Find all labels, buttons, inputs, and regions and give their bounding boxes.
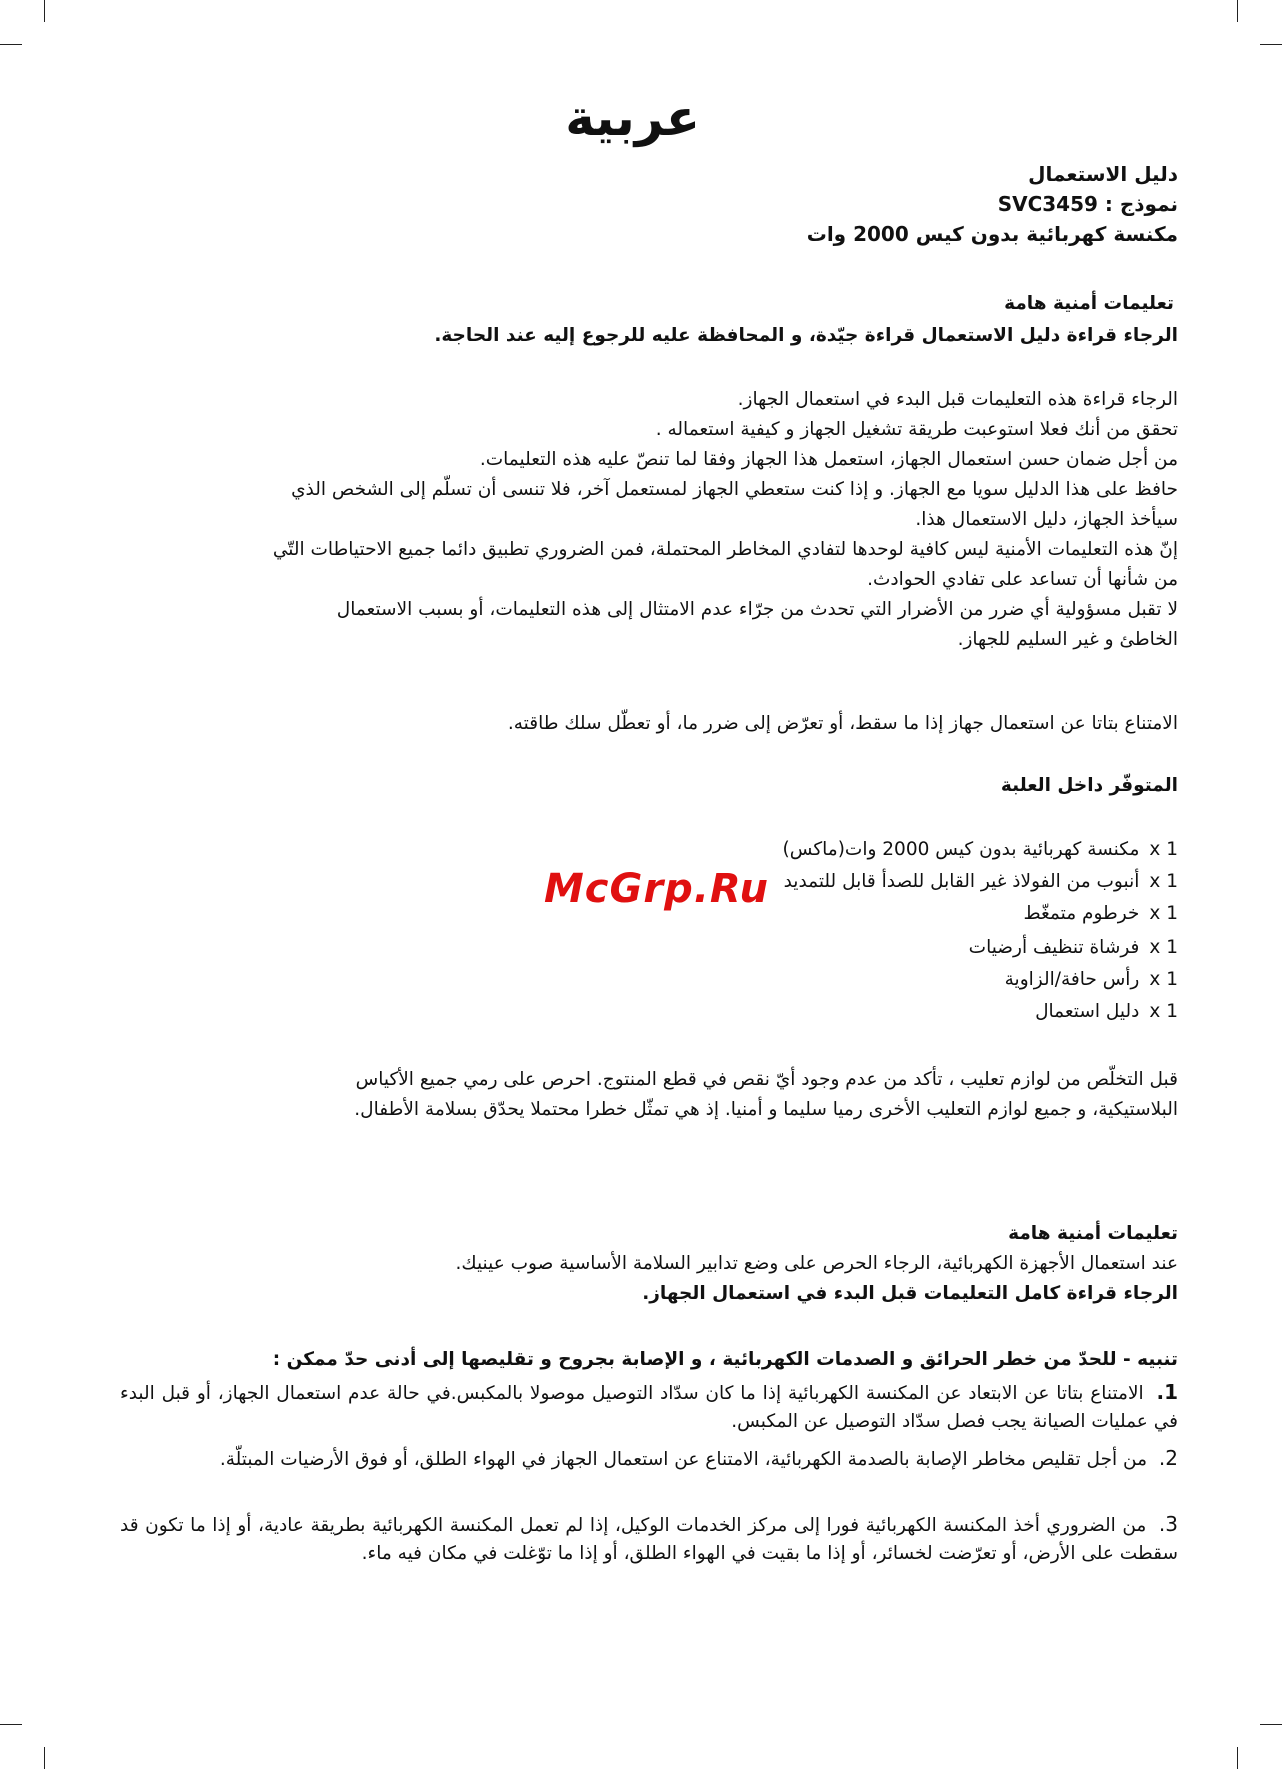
- item-label: أنبوب من الفولاذ غير القابل للصدأ قابل للتمديد: [783, 871, 1140, 892]
- list-item: [1005, 966, 1178, 994]
- item-qty: 1 x: [1149, 1001, 1178, 1022]
- intro-line: سيأخذ الجهاز، دليل الاستعمال هذا.: [915, 509, 1178, 530]
- safety2-heading: تعليمات أمنية هامة: [1008, 1223, 1178, 1244]
- box-contents-heading: المتوفّر داخل العلبة: [1000, 775, 1178, 796]
- item-label: مكنسة كهربائية بدون كيس 2000 وات(ماكس): [782, 839, 1140, 860]
- item-text: من أجل تقليص مخاطر الإصابة بالصدمة الكهربائية، الامتناع عن استعمال الجهاز في الهواء الطلق، أو فوق الأرضيات المبتلّة.: [219, 1449, 1148, 1470]
- intro-line: تحقق من أنك فعلا استوعبت طريقة تشغيل الجهاز و كيفية استعماله .: [655, 419, 1178, 440]
- intro-line: الخاطئ و غير السليم للجهاز.: [957, 629, 1178, 650]
- caution-item: [120, 1444, 1178, 1474]
- watermark: McGrp.Ru: [544, 866, 769, 912]
- list-item: [783, 836, 1178, 864]
- safety2-bold-line: الرجاء قراءة كامل التعليمات قبل البدء في استعمال الجهاز.: [642, 1283, 1178, 1304]
- item-number: 2.: [1158, 1446, 1178, 1470]
- intro-line: الرجاء قراءة هذه التعليمات قبل البدء في استعمال الجهاز.: [737, 389, 1178, 410]
- manual-label: دليل الاستعمال: [1028, 162, 1178, 186]
- product-name: مكنسة كهربائية بدون كيس 2000 وات: [806, 222, 1178, 246]
- item-number: 3.: [1158, 1512, 1178, 1536]
- item-text: من الضروري أخذ المكنسة الكهربائية فورا إلى مركز الخدمات الوكيل، إذا لم تعمل المكنسة الكهربائية بطريقة عادية، أو إذا ما تكون قد سقطت على الأرض، أو تعرّضت لخسائر، أو إذا ما بقيت في الهواء الطلق، أو إذا ما توّغلت في مكان فيه ماء.: [120, 1515, 1178, 1564]
- model-label: نموذج : SVC3459: [997, 192, 1178, 216]
- intro-line: لا تقبل مسؤولية أي ضرر من الأضرار التي تحدث من جرّاء عدم الامتثال إلى هذه التعليمات، أو بسبب الاستعمال: [336, 599, 1178, 620]
- warning-line: الامتناع بتاتا عن استعمال جهاز إذا ما سقط، أو تعرّض إلى ضرر ما، أو تعطّل سلك طاقته.: [507, 713, 1178, 734]
- packaging-line: قبل التخلّص من لوازم تعليب ، تأكد من عدم وجود أيّ نقص في قطع المنتوج. احرص على رمي جميع الأكياس: [355, 1069, 1178, 1090]
- list-item: [784, 868, 1178, 896]
- intro-line: حافظ على هذا الدليل سويا مع الجهاز. و إذا كنت ستعطي الجهاز لمستعمل آخر، فلا تنسى أن تسلّم إلى الشخص الذي: [291, 479, 1178, 500]
- page-title: عربية: [565, 89, 700, 147]
- caution-item: [120, 1378, 1178, 1436]
- item-label: دليل استعمال: [1035, 1001, 1140, 1022]
- safety2-line: عند استعمال الأجهزة الكهربائية، الرجاء الحرص على وضع تدابير السلامة الأساسية صوب عينيك.: [455, 1253, 1178, 1274]
- caution-heading: تنبيه - للحدّ من خطر الحرائق و الصدمات الكهربائية ، و الإصابة بجروح و تقليصها إلى أدنى حدّ ممكن :: [272, 1349, 1178, 1370]
- item-qty: 1 x: [1149, 937, 1178, 958]
- item-text: الامتناع بتاتا عن الابتعاد عن المكنسة الكهربائية إذا ما كان سدّاد التوصيل موصولا بالمكبس.في حالة عدم استعمال الجهاز، أو قبل البدء في عمليات الصيانة يجب فصل سدّاد التوصيل عن المكبس.: [120, 1383, 1178, 1432]
- item-qty: 1 x: [1149, 969, 1178, 990]
- intro-line: من شأنها أن تساعد على تفادي الحوادث.: [867, 569, 1178, 590]
- item-qty: 1 x: [1149, 903, 1178, 924]
- intro-line: إنّ هذه التعليمات الأمنية ليس كافية لوحدها لتفادي المخاطر المحتملة، فمن الضروري تطبيق دائما جميع الاحتياطات التّي: [272, 539, 1178, 560]
- item-label: خرطوم متمغّط: [1023, 903, 1140, 924]
- item-qty: 1 x: [1149, 871, 1178, 892]
- item-label: رأس حافة/الزاوية: [1004, 969, 1140, 990]
- item-label: فرشاة تنظيف أرضيات: [968, 937, 1140, 958]
- caution-item: [120, 1510, 1178, 1568]
- packaging-line: البلاستيكية، و جميع لوازم التعليب الأخرى رميا سليما و أمنيا. إذ هي تمثّل خطرا محتملا يحدّق بسلامة الأطفال.: [354, 1099, 1178, 1120]
- intro-line: من أجل ضمان حسن استعمال الجهاز، استعمل هذا الجهاز وفقا لما تنصّ عليه هذه التعليمات.: [479, 449, 1178, 470]
- list-item: [969, 934, 1178, 962]
- safety-heading: تعليمات أمنية هامة: [1004, 293, 1174, 314]
- list-item: [1035, 998, 1178, 1026]
- list-item: [1023, 900, 1178, 928]
- safety-subheading: الرجاء قراءة دليل الاستعمال قراءة جيّدة، و المحافظة عليه للرجوع إليه عند الحاجة.: [434, 325, 1178, 346]
- item-number: 1.: [1156, 1380, 1178, 1404]
- item-qty: 1 x: [1149, 839, 1178, 860]
